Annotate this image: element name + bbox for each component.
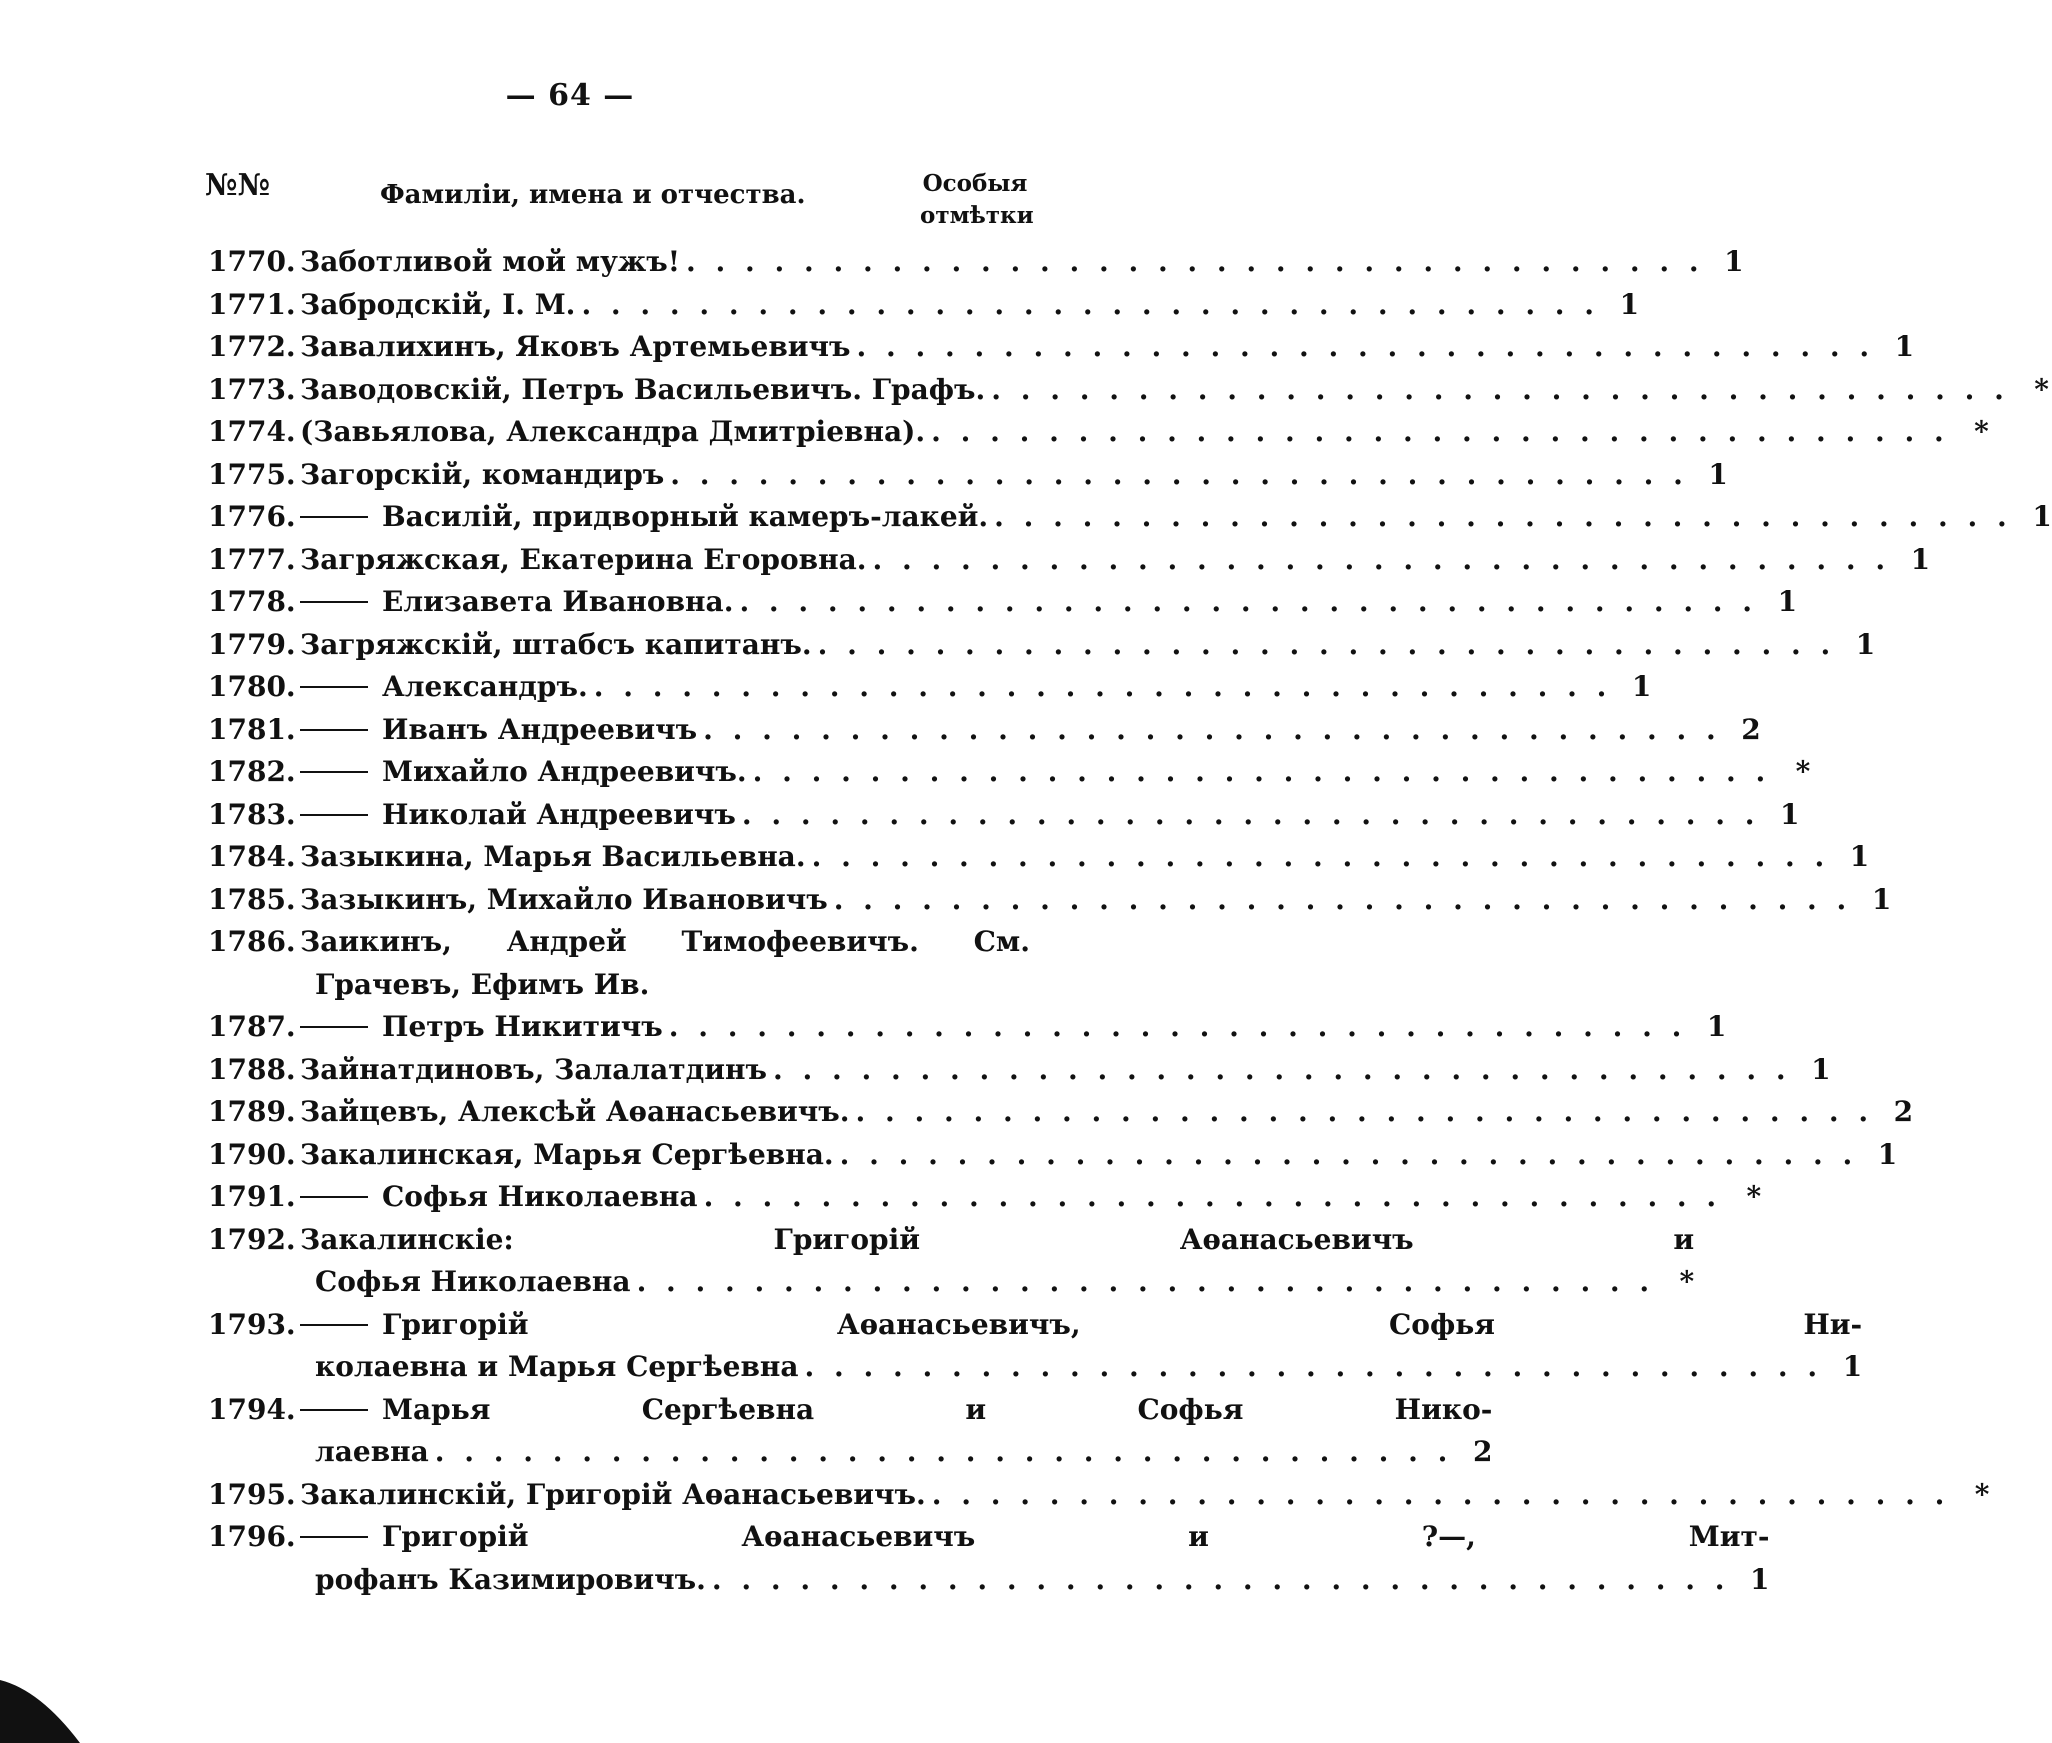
entry-number: 1772. (208, 330, 296, 363)
entry-mark: 2 (1893, 1095, 1914, 1128)
list-item (208, 581, 1798, 624)
entry-text: Николай Андреевичъ (382, 797, 736, 831)
entry-number: 1779. (208, 627, 296, 661)
dot-leader: . . . . . . . . . . . . . . . . . . . . . . . . . . . . . . . . . . . (703, 1180, 1722, 1213)
entry-number: 1778. (208, 585, 296, 618)
entry-number: 1776. (208, 500, 296, 533)
list-item (208, 709, 1761, 752)
entry-number: 1780. (208, 670, 296, 703)
ditto-dash (300, 1026, 368, 1028)
entry-text: Григорій Аѳанасьевичъ и ?—, Мит- (382, 1520, 1770, 1553)
list-item (208, 1049, 1831, 1092)
list-item (208, 284, 1640, 327)
entry-number: 1790. (208, 1137, 296, 1171)
entry-text: колаевна и Марья Сергѣевна (315, 1350, 799, 1383)
entry-text: Петръ Никитичъ (382, 1010, 663, 1043)
entry-number: 1795. (208, 1477, 296, 1511)
ditto-dash (300, 1196, 368, 1198)
dot-leader: . . . . . . . . . . . . . . . . . . . . . . . . . . . . . . . . . . . (872, 542, 1891, 576)
page-number: — 64 — (505, 78, 635, 113)
dot-leader: . . . . . . . . . . . . . . . . . . . . . . . . . . . . . . . . . . . (991, 372, 2009, 406)
entry-text: Загряжскій, штабсъ капитанъ. (300, 627, 812, 661)
page-edge-shadow (0, 1680, 80, 1743)
list-item (208, 1304, 1863, 1389)
ditto-dash (300, 1536, 368, 1538)
entry-text: Грачевъ, Ефимъ Ив. (315, 967, 650, 1001)
entry-text: Александръ. (382, 670, 588, 703)
dot-leader: . . . . . . . . . . . . . . . . . . . . . . . . . . . . . . . . . . . (593, 670, 1612, 703)
dot-leader: . . . . . . . . . . . . . . . . . . . . . . . . . . . . . . . . . . . (581, 287, 1600, 321)
entry-mark: 1 (1910, 542, 1931, 576)
column-header-marks (920, 168, 1034, 232)
entry-number: 1793. (208, 1307, 296, 1341)
entry-number: 1777. (208, 542, 296, 576)
entry-text: Заикинъ, Андрей Тимофеевичъ. См. (300, 925, 1030, 958)
entry-number: 1781. (208, 712, 296, 746)
column-header-marks-line1: Особыя (922, 170, 1028, 197)
entry-number: 1770. (208, 245, 296, 278)
ditto-dash (300, 729, 368, 731)
dot-leader: . . . . . . . . . . . . . . . . . . . . . . . . . . . . . . . . . . . (994, 500, 2012, 533)
entry-number: 1785. (208, 882, 296, 916)
dot-leader: . . . . . . . . . . . . . . . . . . . . . . . . . . . . . . . . . . . (931, 1477, 1950, 1511)
entry-mark: 1 (1708, 457, 1728, 491)
entry-text: Зазыкинъ, Михайло Ивановичъ (300, 882, 828, 916)
entry-text: лаевна (315, 1435, 429, 1468)
list-item (208, 326, 1915, 369)
entry-mark: 1 (1811, 1052, 1831, 1086)
list-item (208, 1474, 1990, 1517)
entry-mark: * (1795, 755, 1811, 788)
entry-text: Завалихинъ, Яковъ Артемьевичъ (300, 330, 851, 363)
list-item (208, 1134, 1898, 1177)
dot-leader: . . . . . . . . . . . . . . . . . . . . . . . . . . . . . . . . . . . (703, 712, 1721, 746)
dot-leader: . . . . . . . . . . . . . . . . . . . . . . . . . . . . . . . . . . . (739, 585, 1758, 618)
list-item (208, 879, 1892, 922)
entry-text: (Завьялова, Александра Дмитріевна). (300, 415, 926, 448)
entry-mark: * (1974, 1477, 1990, 1511)
entry-text: Михайло Андреевичъ. (382, 755, 747, 788)
dot-leader: . . . . . . . . . . . . . . . . . . . . . . . . . . . . . . . . . . . (817, 627, 1836, 661)
dot-leader: . . . . . . . . . . . . . . . . . . . . . . . . . . . . . . . . . . . (772, 1052, 1791, 1086)
entry-text: Зайнатдиновъ, Залалатдинъ (300, 1052, 767, 1086)
list-item (208, 1219, 1695, 1304)
entry-mark: 1 (1780, 797, 1800, 831)
entry-number: 1794. (208, 1392, 296, 1426)
ditto-dash (300, 516, 368, 518)
entry-text: Иванъ Андреевичъ (382, 712, 698, 746)
entry-number: 1789. (208, 1095, 296, 1128)
entry-text: Заводовскій, Петръ Васильевичъ. Графъ. (300, 372, 986, 406)
entry-mark: 2 (1472, 1435, 1493, 1468)
entry-number: 1773. (208, 372, 296, 406)
entry-text: Марья Сергѣевна и Софья Нико- (382, 1392, 1493, 1426)
list-item (208, 1389, 1493, 1474)
entry-text: Зазыкина, Марья Васильевна. (300, 840, 806, 873)
entry-mark: 1 (1871, 882, 1892, 916)
entry-mark: * (1679, 1265, 1695, 1298)
entry-mark: 1 (1750, 1562, 1770, 1596)
dot-leader: . . . . . . . . . . . . . . . . . . . . . . . . . . . . . . . . . . . (711, 1562, 1730, 1596)
entry-text: Григорій Аѳанасьевичъ, Софья Ни- (382, 1307, 1863, 1341)
entry-number: 1775. (208, 457, 296, 491)
entry-number: 1788. (208, 1052, 296, 1086)
entries-list (208, 241, 2052, 1601)
ditto-dash (300, 814, 368, 816)
entry-text: Елизавета Ивановна. (382, 585, 734, 618)
list-item (208, 836, 1870, 879)
dot-leader: . . . . . . . . . . . . . . . . . . . . . . . . . . . . . . . . . . . (811, 840, 1830, 873)
dot-leader: . . . . . . . . . . . . . . . . . . . . . . . . . . . . . . . . . . . (931, 415, 1949, 448)
entry-number: 1796. (208, 1520, 296, 1553)
list-item (208, 539, 1931, 582)
dot-leader: . . . . . . . . . . . . . . . . . . . . . . . . . . . . . . . . . . . (856, 330, 1875, 363)
entry-text: Зайцевъ, Алексѣй Аѳанасьевичъ. (300, 1095, 850, 1128)
ditto-dash (300, 601, 368, 603)
entry-mark: 1 (1877, 1137, 1898, 1171)
entry-mark: 2 (1741, 712, 1761, 746)
entry-mark: 1 (1777, 585, 1798, 618)
dot-leader: . . . . . . . . . . . . . . . . . . . . . . . . . . . . . . . . . . . (752, 755, 1771, 788)
entry-text: рофанъ Казимировичъ. (315, 1562, 706, 1596)
list-item (208, 624, 1876, 667)
entry-number: 1787. (208, 1010, 296, 1043)
entry-mark: 1 (1619, 287, 1640, 321)
list-item (208, 751, 1811, 794)
entry-text: Василій, придворный камеръ-лакей. (382, 500, 989, 533)
list-item (208, 666, 1652, 709)
entry-number: 1771. (208, 287, 296, 321)
dot-leader: . . . . . . . . . . . . . . . . . . . . . . . . . . . . . . . . . . . (636, 1265, 1655, 1298)
entry-number: 1774. (208, 415, 296, 448)
entry-number: 1782. (208, 755, 296, 788)
column-header-numbers: №№ (205, 168, 271, 203)
entry-text: Закалинская, Марья Сергѣевна. (300, 1137, 834, 1171)
entry-text: Софья Николаевна (382, 1180, 698, 1213)
entry-text: Софья Николаевна (315, 1265, 631, 1298)
column-header-names: Фамиліи, имена и отчества. (380, 180, 806, 210)
dot-leader: . . . . . . . . . . . . . . . . . . . . . . . . . . . . . . . . . . . (741, 797, 1760, 831)
list-item (208, 921, 1030, 1006)
list-item (208, 1176, 1762, 1219)
entry-text: Закалинскіе: Григорій Аѳанасьевичъ и (300, 1222, 1695, 1256)
entry-number: 1783. (208, 797, 296, 831)
dot-leader: . . . . . . . . . . . . . . . . . . . . . . . . . . . . . . . . . . . (668, 1010, 1687, 1043)
list-item (208, 794, 1800, 837)
ditto-dash (300, 771, 368, 773)
dot-leader: . . . . . . . . . . . . . . . . . . . . . . . . . . . . . . . . . . . (434, 1435, 1453, 1468)
entry-mark: * (2034, 372, 2049, 406)
entry-text: Закалинскій, Григорій Аѳанасьевичъ. (300, 1477, 926, 1511)
entry-number: 1791. (208, 1180, 296, 1213)
entry-mark: 1 (1724, 245, 1744, 278)
column-header-marks-line2: отмѣтки (920, 202, 1034, 229)
entry-mark: 1 (1842, 1350, 1863, 1383)
entry-mark: 1 (1706, 1010, 1727, 1043)
entry-text: Забродскій, І. М. (300, 287, 576, 321)
list-item (208, 1006, 1727, 1049)
list-item (208, 1091, 1914, 1134)
dot-leader: . . . . . . . . . . . . . . . . . . . . . . . . . . . . . . . . . . . (839, 1137, 1858, 1171)
entry-mark: * (1974, 415, 1989, 448)
entry-mark: 1 (1849, 840, 1870, 873)
list-item (208, 1516, 1770, 1601)
dot-leader: . . . . . . . . . . . . . . . . . . . . . . . . . . . . . . . . . . . (804, 1350, 1823, 1383)
ditto-dash (300, 1409, 368, 1411)
list-item (208, 241, 1744, 284)
entry-mark: 1 (1894, 330, 1915, 363)
dot-leader: . . . . . . . . . . . . . . . . . . . . . . . . . . . . . . . . . . . (855, 1095, 1874, 1128)
list-item (208, 496, 2052, 539)
dot-leader: . . . . . . . . . . . . . . . . . . . . . . . . . . . . . . . . . . . (670, 457, 1688, 491)
dot-leader: . . . . . . . . . . . . . . . . . . . . . . . . . . . . . . . . . . . (686, 245, 1704, 278)
entry-text: Заботливой мой мужъ! (300, 245, 680, 278)
ditto-dash (300, 1324, 368, 1326)
entry-number: 1786. (208, 925, 296, 958)
entry-mark: 1 (1855, 627, 1876, 661)
entry-text: Загорскій, командиръ (300, 457, 665, 491)
entry-mark: 1 (2032, 500, 2052, 533)
entry-mark: * (1746, 1180, 1762, 1213)
dot-leader: . . . . . . . . . . . . . . . . . . . . . . . . . . . . . . . . . . . (833, 882, 1852, 916)
entry-text: Загряжская, Екатерина Егоровна. (300, 542, 867, 576)
entry-number: 1784. (208, 840, 296, 873)
list-item (208, 411, 1989, 454)
list-item (208, 454, 1728, 497)
entry-mark: 1 (1631, 670, 1652, 703)
ditto-dash (300, 686, 368, 688)
list-item (208, 369, 2049, 412)
entry-number: 1792. (208, 1222, 296, 1256)
